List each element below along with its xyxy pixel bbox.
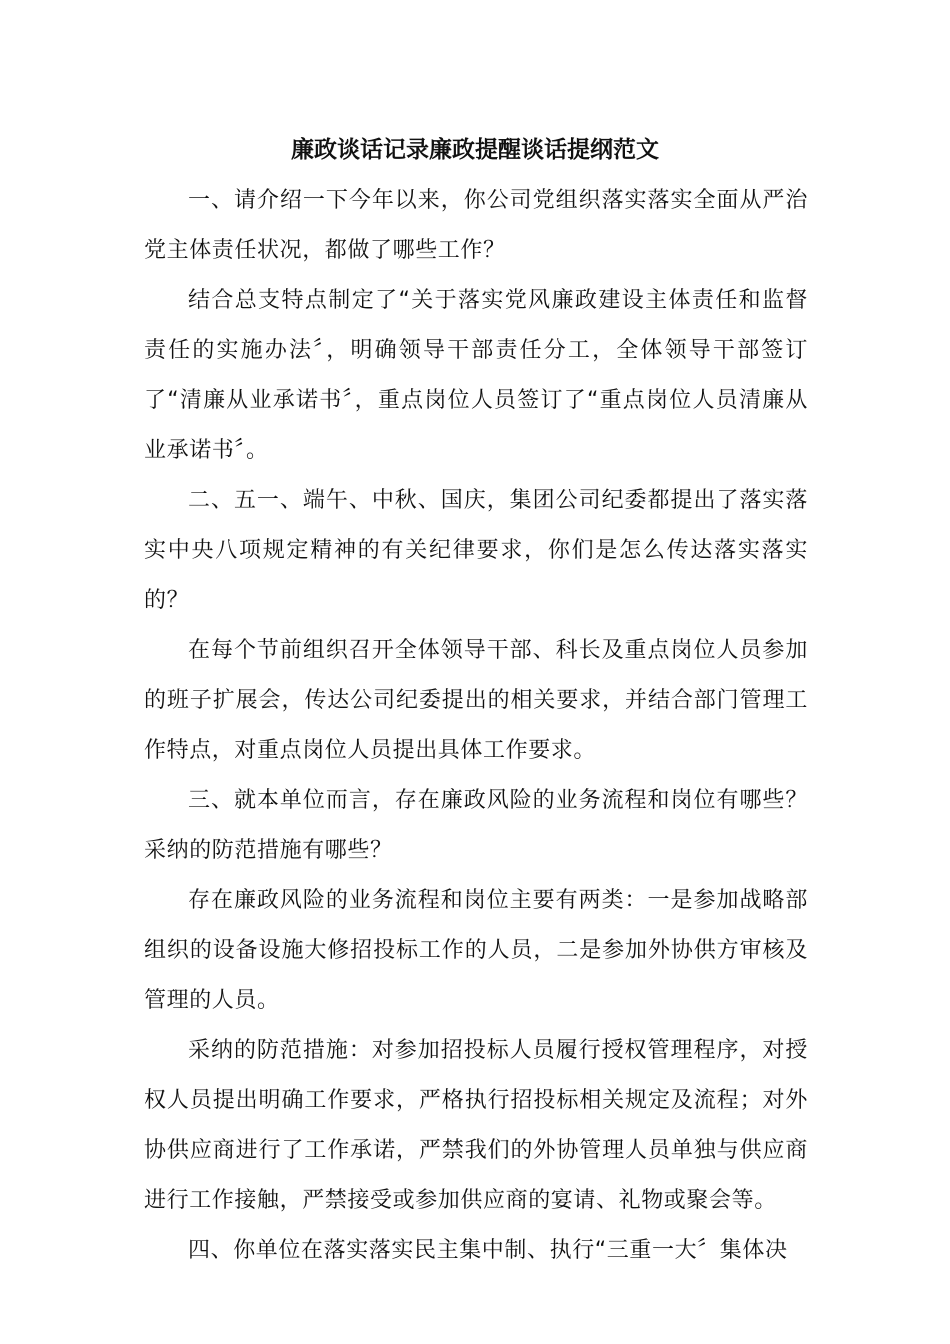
document-body (144, 176, 808, 1276)
paragraph-question-4: 四、你单位在落实落实民主集中制、执行“三重一大〞集体决 (188, 1238, 788, 1263)
paragraph-answer-2: 在每个节前组织召开全体领导干部、科长及重点岗位人员参加的班子扩展会，传达公司纪委提出的相关要求，并结合部门管理工作特点，对重点岗位人员提出具体工作要求。 (144, 638, 808, 763)
document-title: 廉政谈话记录廉政提醒谈话提纲范文 (291, 137, 659, 163)
paragraph-question-3: 三、就本单位而言，存在廉政风险的业务流程和岗位有哪些？采纳的防范措施有哪些？ (144, 788, 808, 863)
paragraph-answer-3b: 采纳的防范措施：对参加招投标人员履行授权管理程序，对授权人员提出明确工作要求，严格执行招投标相关规定及流程；对外协供应商进行了工作承诺，严禁我们的外协管理人员单独与供应商进行工作接触，严禁接受或参加供应商的宴请、礼物或聚会等。 (144, 1038, 808, 1213)
paragraph-answer-1: 结合总支特点制定了“关于落实党风廉政建设主体责任和监督责任的实施办法〞，明确领导干部责任分工，全体领导干部签订了“清廉从业承诺书〞，重点岗位人员签订了“重点岗位人员清廉从业承诺书〞。 (144, 288, 808, 463)
paragraph-question-1: 一、请介绍一下今年以来，你公司党组织落实落实全面从严治党主体责任状况，都做了哪些工作？ (144, 188, 808, 263)
paragraph-question-2: 二、五一、端午、中秋、国庆，集团公司纪委都提出了落实落实中央八项规定精神的有关纪律要求，你们是怎么传达落实落实的？ (144, 488, 808, 613)
paragraph-answer-3a: 存在廉政风险的业务流程和岗位主要有两类：一是参加战略部组织的设备设施大修招投标工作的人员，二是参加外协供方审核及管理的人员。 (144, 888, 808, 1013)
